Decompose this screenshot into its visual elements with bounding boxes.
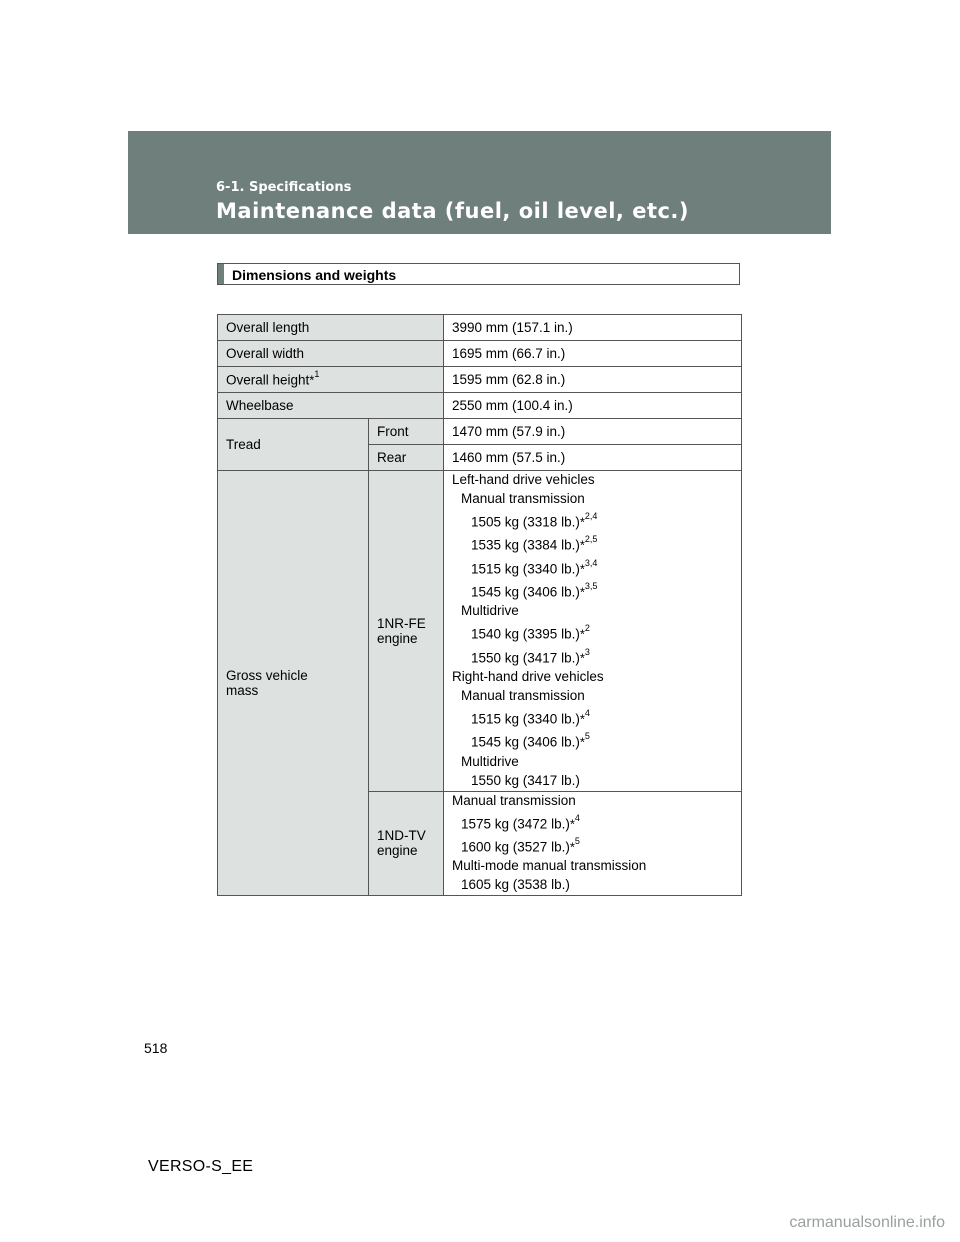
footnote-star: * (579, 711, 585, 727)
value-line (452, 579, 733, 602)
table-row (218, 315, 742, 341)
mass-value: 1550 kg (3417 lb.) (471, 650, 580, 666)
footnote-star: * (569, 839, 575, 855)
value-line (452, 645, 733, 668)
label-line: mass (226, 683, 259, 699)
value-line: Right-hand drive vehicles (452, 669, 604, 685)
footnote-star: * (579, 650, 585, 666)
value-line (452, 509, 733, 532)
mass-value: 1535 kg (3384 lb.) (471, 537, 580, 553)
value-line (452, 834, 733, 857)
sub-label: Rear (369, 445, 444, 471)
row-value: 1460 mm (57.5 in.) (444, 445, 742, 471)
mass-value: 1600 kg (3527 lb.) (461, 839, 570, 855)
row-value (444, 791, 742, 896)
value-line: Manual transmission (452, 792, 576, 808)
footnote-ref: 2,4 (584, 510, 598, 521)
footnote-ref: 3,4 (584, 557, 598, 568)
value-line: Multi-mode manual transmission (452, 858, 647, 874)
watermark: carmanualsonline.info (789, 1214, 945, 1231)
footnote-star: * (579, 537, 585, 553)
mass-value: 1540 kg (3395 lb.) (471, 626, 580, 642)
mass-value: 1505 kg (3318 lb.) (471, 514, 580, 530)
page-number: 518 (144, 1040, 168, 1056)
footnote-star: * (309, 372, 315, 388)
footnote-star: * (579, 514, 585, 530)
table-row (218, 341, 742, 367)
footnote-ref: 3,5 (584, 581, 598, 592)
value-line: Left-hand drive vehicles (452, 472, 595, 487)
model-code: VERSO-S_EE (148, 1158, 254, 1175)
table-row (218, 471, 742, 792)
row-value: 1470 mm (57.9 in.) (444, 419, 742, 445)
engine-line: 1ND-TV (377, 828, 426, 844)
engine-line: 1NR-FE (377, 615, 426, 631)
footnote-ref: 2 (584, 623, 590, 634)
label-text: Overall height (226, 372, 310, 388)
section-label: 6-1. Specifications (216, 180, 352, 195)
footnote-star: * (579, 561, 585, 577)
row-value: 2550 mm (100.4 in.) (444, 393, 742, 419)
mass-value: 1545 kg (3406 lb.) (471, 734, 580, 750)
value-line: 1550 kg (3417 lb.) (471, 772, 580, 788)
footnote-star: * (579, 584, 585, 600)
sub-label: Front (369, 419, 444, 445)
mass-value: 1515 kg (3340 lb.) (471, 561, 580, 577)
footnote-ref: 3 (584, 646, 590, 657)
row-value: 1595 mm (62.8 in.) (444, 367, 742, 393)
value-line: 1605 kg (3538 lb.) (461, 877, 570, 893)
footnote-ref: 4 (574, 812, 580, 823)
value-line: Multidrive (461, 603, 519, 619)
value-line (452, 811, 733, 834)
row-label: Overall length (218, 315, 444, 341)
value-line (452, 556, 733, 579)
mass-value: 1545 kg (3406 lb.) (471, 584, 580, 600)
footnote-ref: 5 (574, 835, 580, 846)
row-value: 1695 mm (66.7 in.) (444, 341, 742, 367)
value-line: Multidrive (461, 753, 519, 769)
row-value: 3990 mm (157.1 in.) (444, 315, 742, 341)
subsection-bar (218, 264, 224, 284)
table-row (218, 393, 742, 419)
value-line: Manual transmission (461, 490, 585, 506)
engine-line: engine (377, 843, 418, 859)
dimensions-table (217, 314, 742, 896)
value-line (452, 532, 733, 555)
label-line: Gross vehicle (226, 668, 308, 684)
table-row (218, 367, 742, 393)
row-label: Wheelbase (218, 393, 444, 419)
footnote-ref: 2,5 (584, 534, 598, 545)
mass-value: 1515 kg (3340 lb.) (471, 711, 580, 727)
value-line (452, 621, 733, 644)
value-line: Manual transmission (461, 688, 585, 704)
subsection-title: Dimensions and weights (232, 267, 397, 283)
row-label (218, 367, 444, 393)
footnote-ref: 1 (314, 369, 320, 380)
footnote-star: * (579, 626, 585, 642)
value-line (452, 706, 733, 729)
subsection-heading (217, 263, 740, 285)
row-label: Tread (218, 419, 369, 471)
footnote-star: * (579, 734, 585, 750)
row-label (218, 471, 369, 896)
header-band (128, 131, 831, 234)
footnote-ref: 5 (584, 731, 590, 742)
row-label: Overall width (218, 341, 444, 367)
page-title: Maintenance data (fuel, oil level, etc.) (216, 199, 690, 223)
sub-label (369, 791, 444, 896)
value-line (452, 729, 733, 752)
sub-label (369, 471, 444, 792)
row-value (444, 471, 742, 792)
footnote-ref: 4 (584, 707, 590, 718)
mass-value: 1575 kg (3472 lb.) (461, 816, 570, 831)
footnote-star: * (569, 816, 575, 831)
table-row (218, 419, 742, 445)
engine-line: engine (377, 630, 418, 646)
